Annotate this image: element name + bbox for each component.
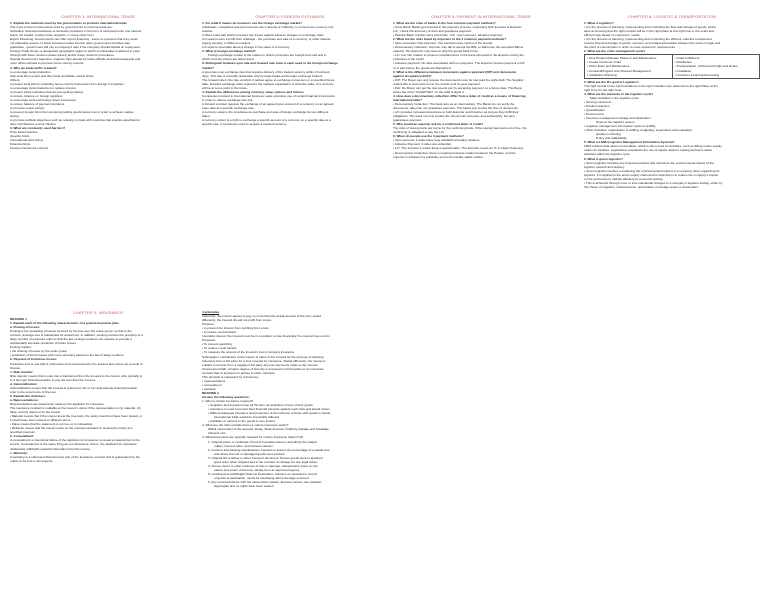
text-line: • representations — [202, 378, 226, 383]
text-line: to protect local jobs by shielding home country businesses from foreign competition — [10, 81, 124, 86]
column-body-bottom — [584, 80, 760, 189]
column-body — [393, 21, 569, 159]
column-title: CHAPTER 8: LOGISTIC & TRANSPORTATION — [628, 14, 716, 19]
text-line: a. Representations: — [10, 397, 39, 402]
text-line: international trade would be impossibly affected — [214, 415, 280, 420]
text-line: insurer. Concealment is the same thing as non-disclosure; that is, the applicant for insurance — [10, 442, 137, 447]
text-line: market? — [202, 65, 215, 70]
text-line: false, and (3) relied on by the insurer. — [10, 410, 62, 415]
text-line: Indemnity: the insurer agrees to pay no more than the actual amount of the loss; stated — [202, 314, 322, 319]
text-line: specific rate. It sometimes used to acquire a needed currency. — [202, 122, 287, 127]
text-line: • Insurance is used to protect their financial interests against such risks and actual losses — [208, 407, 330, 412]
text-line: to reduce reliance on foreign suppliers — [10, 93, 63, 98]
text-line: • Procurement — [584, 111, 604, 116]
text-line: a. Pooling of losses: — [10, 325, 41, 330]
text-line: This principle is supported by 3 doctrines: — [202, 374, 259, 379]
text-line: b. Payment of fortuitous losses: — [10, 357, 58, 362]
column-body-top — [584, 21, 760, 53]
text-line: It offers tools with which investors can insure against adverse changes in exchange rates — [202, 33, 324, 38]
column-body — [10, 317, 186, 463]
text-line: Subrogation: substitution of the insurer in place of the insured for the purpose of claiming — [202, 354, 324, 359]
text-line: Policy and adaptability — [596, 136, 627, 141]
text-line: • Contract/Program and Channel Management — [587, 68, 651, 73]
text-line: A currency option is a right to exchange a specific amount of a currency on a specific date at a — [202, 118, 331, 123]
text-line: reverse flow and storage of goods, services, and related information between the point of origin and — [584, 41, 721, 46]
text-line: It is used to earn a profit from arbitrage - the purchase and sale of a currency, or other interest — [202, 37, 331, 42]
text-line: 5. Why would an exporter ask for a confirmed letter of credit? — [393, 122, 484, 127]
text-line: • Serving customers — [584, 99, 612, 104]
text-line: • To measure the amount of the insured's loss in property insurance — [202, 350, 295, 355]
text-line: • False means that the statement is not true or is misleading. — [10, 422, 93, 427]
text-line: Inherent vice — [208, 431, 226, 436]
text-line: • Suppliers and importers lose all the time uncertainties of loss of their goods — [208, 403, 313, 408]
text-line: • Create Customer Order — [587, 60, 622, 65]
text-line: Quantity limits — [10, 134, 30, 139]
text-line: on the environment, without affecting its economic activity. — [584, 176, 664, 181]
column-title: CHAPTER 5: FOREIGN EXCHANGE — [255, 14, 325, 19]
text-line: 4. Explain the differences among currency swap, options and futures. — [202, 89, 305, 94]
text-line: 3. What documents are typically required for marine insurance claims? (8) — [202, 435, 304, 440]
column-chapter-8 — [584, 14, 760, 189]
text-line: b. Concealment: — [10, 434, 35, 439]
text-line: aims at ensuring that the right product will be in the right place at the right time in the exact and — [584, 29, 714, 34]
text-line: Others: — [10, 77, 21, 82]
column-chapter-3 — [10, 14, 186, 151]
text-line: entitled to recover from a negligent 3rd party any loss payments made to the insured. — [202, 362, 319, 367]
text-line: 3. Original bill of lading or other transport document: Proves goods were in apparent — [208, 455, 323, 460]
text-line: Foreign exchange market is the market in which currencies are bought and sold and in — [208, 53, 327, 58]
text-line: 4. How does a documentary collection differ from a letter of credit as a means of financing — [393, 93, 526, 98]
text-line: differently, the insured should not profit from a loss. — [202, 318, 272, 323]
text-line: • the sharing of losses by the entire group — [10, 349, 67, 354]
text-line: International price fixing — [10, 138, 43, 143]
text-line: Major activities in the logistics cycle: — [590, 95, 640, 100]
text-line: 2. Explain the doctrines: — [10, 393, 46, 398]
text-line: which currency prices are determined. — [202, 57, 255, 62]
text-line: 4 principles — [202, 310, 220, 314]
text-line: • L/C provides increased assurance to both Exporter and Importer as long as they fulfill their — [393, 110, 519, 115]
text-line: A warranty is a statement that becomes part of the insurance contract and is guaranteed by the — [10, 454, 141, 459]
column-title: CHAPTER 3: INTERNATIONAL TRADE — [61, 14, 135, 19]
column-insurance-continued — [202, 310, 378, 488]
text-line: maker to be true in all respects. — [10, 458, 54, 463]
text-line: • Product selection — [584, 103, 610, 108]
text-line: 1. What is logistics? — [584, 21, 614, 25]
text-line: legal rights and no rights have been waived — [214, 484, 274, 489]
text-line: indemnity from a 3rd party for a loss covered by insurance. Stated differently, the insurer is — [202, 358, 326, 363]
text-line: dates. — [202, 114, 211, 119]
text-line: not otherwise receive or loans at below-market interest rates; government provides loan — [10, 41, 131, 46]
text-line: in a stronger financial position to pay the loss than the insured. — [10, 377, 96, 382]
text-line: good order when shipped and is the contract of carriage for any legal action — [214, 459, 318, 464]
text-line: to encourage local and foreign direct investment — [10, 97, 76, 102]
text-line: • To reduce moral hazard — [202, 346, 237, 351]
text-line: • L/C: The Importer's credit rating is questionable. The Exporter needs an IC to obtain financing. — [393, 146, 524, 151]
text-line: through with lower customs duties (taxes) and/or fewer customs procedures. — [10, 53, 115, 58]
text-line: • to reduce moral hazard — [202, 330, 236, 335]
text-line: The insurance contract is voidable at the insurer's option if the representation is (1) material, (2) — [10, 406, 141, 411]
text-line: Pooling is the spreading of losses incurred by the few over the entire group, so that in the — [10, 329, 132, 334]
text-line: Importer is situated in a politically and economically stable market. — [393, 154, 484, 159]
text-line: The right Goods to the right Conditions to the right Condition are delivered to the right Place at the — [584, 83, 718, 88]
text-line: Purpose: — [202, 322, 215, 327]
text-line: A concealment is intentional failure of the applicant for insurance to reveal a material fact to the — [10, 438, 140, 443]
text-line: 2. What is foreign exchange market? — [202, 49, 256, 54]
text-line: • Documentary collection: Importer may fail to accept the B/E, or dishonour the accepted B/E at — [393, 45, 524, 50]
text-line: days. This rate is normally obtainable only by large banks and foreign exchange brokers. — [202, 73, 324, 78]
text-line: Insurable interest: the insured must be in a position to lose financially if a covered loss occurs. — [202, 334, 331, 339]
text-line: • Transportation, Outbound Freight and Duties — [674, 64, 738, 69]
text-line: will be at some point in the future. — [202, 85, 249, 90]
text-line: READING 1 — [10, 317, 27, 321]
text-line: chance. — [10, 365, 21, 370]
text-line: guarantee - government will pay a company's loan if the company should default on repayment. — [10, 45, 141, 50]
text-line: d. Indemnification: — [10, 381, 38, 386]
text-line: documents, take risk, nor guarantee payment. The banks just control the flow of documents. — [393, 105, 519, 110]
text-line: • Documentary Collection: The bank acts as an intermediary. The Banks do not verify the — [393, 101, 515, 106]
text-line: 6. What is green logistics? — [584, 156, 624, 161]
column-title: CHAPTER 9: INSURANCE — [72, 310, 124, 315]
text-line: 2. What are the risks faced by exporters in the 4 common payment methods? — [393, 37, 507, 42]
order-cycle-right — [672, 55, 760, 77]
text-line: right Time for the right Cost. — [584, 87, 623, 92]
order-cycle-left — [585, 55, 672, 77]
text-line: process, average loss is substituted for actual loss. In addition, pooling involves the grouping of a — [10, 333, 143, 338]
text-line: open offices abroad to promote home country exports. — [10, 61, 85, 66]
text-line: another. — [202, 29, 214, 34]
text-line: writes the word "ACCEPTED" on the draft & signs it. — [393, 89, 465, 94]
text-line: large number of exposure units so that the law of large numbers can operate to provide a — [10, 337, 132, 342]
text-line: 5. What is LMIS (Logistics Management Information System)? — [584, 140, 675, 145]
text-line: • Installation Planning — [587, 72, 617, 77]
text-line: • It is the process of planning, implementing and controlling the flow and storage of goods, which — [584, 25, 716, 30]
text-line: • L/C: low risk. Failure to present compliant docs to the bank will result in the Exporter losing the — [393, 53, 524, 58]
text-line: the point of consumption in order to meet customers' requirements — [584, 45, 675, 50]
text-line: • Green logistics involves considering the environmental footprint of a company when organizing its — [584, 168, 720, 173]
text-line: Quality monitoring — [596, 132, 621, 137]
text-line: Purposes: — [202, 338, 216, 343]
text-line: maturity. The Exporter may have to ship the goods back home. — [393, 49, 479, 54]
text-line: to protect infant industries that are just getting started — [10, 89, 83, 94]
text-line: • Reliance means that the insurer relies on the misrepresentation in issuing the policy at a — [10, 426, 133, 431]
text-line: in order to reduce exchange rate risk. — [202, 97, 254, 102]
text-line: efficient way based on customers' needs. — [584, 33, 641, 38]
text-line: Foreign investment controls — [10, 146, 49, 151]
text-line: to promote political objectives such as refusing to trade with countries that practice apartheid or — [10, 118, 141, 123]
text-line: to encourage local production — [10, 69, 51, 74]
text-line: substantially accurate prediction of future losses. — [10, 341, 77, 346]
text-line: Financial limits — [10, 142, 31, 147]
text-line: • Order Fulfillment — [674, 56, 700, 61]
order-cycle-box — [584, 54, 760, 78]
text-line: • Installation — [674, 68, 692, 73]
text-line: • Green logistics includes any business practice that minimizes the environmental impact of the — [584, 160, 714, 165]
text-line: LMIS collects data about commodities, which is often used for activities, such as filling routine supply — [584, 144, 722, 149]
text-line: • Liabilities of carriers to the goods is very limited — [208, 419, 275, 424]
text-line: 1. For what it means do investors use the foreign exchange market? — [202, 21, 303, 25]
text-line: • Issue Bank: Banks get involved in the payment process, supporting both Importer & Exporter — [393, 25, 522, 30]
text-line: logistics. It is applied to the entire supply chain and its objective is to reduce the company's impact — [584, 172, 719, 177]
text-line: • prediction of future losses with some accuracy based on the law of large numbers — [10, 353, 124, 358]
text-line: specified premium. — [10, 430, 36, 435]
text-line: 3. Distinguish between spot rate and forward rate. How is each used in the foreign exchange — [202, 61, 338, 66]
column-body — [202, 21, 378, 126]
text-line: • Distribution — [674, 60, 692, 65]
text-line: of goods at destination, useful for identifying where damage occurred — [214, 475, 309, 480]
text-line: 1. What are the roles of banks in the four common payment methods? — [393, 21, 496, 25]
text-line: • To prevent gambling — [202, 342, 232, 347]
text-line: Utmost good faith: a higher degree of honesty is imposed on both parties to an insurance — [202, 366, 324, 371]
text-line: to encourage local production to replace imports — [10, 85, 77, 90]
text-line: • warranty — [202, 386, 216, 391]
text-line: • to prevent the insured from profiting from a loss — [202, 326, 269, 331]
text-line: deliberately withholds material information from the insurer. — [10, 446, 91, 451]
text-line: it would have been issued on different terms. — [10, 418, 72, 423]
text-line: activities within the logistics cycle. — [584, 152, 631, 157]
text-line: to promote export activity — [10, 105, 45, 110]
text-line: Individuals, companies and governments use it directly or indirectly, to convert one currency into — [202, 25, 334, 30]
column-chapter-9-payment — [393, 14, 569, 159]
text-line: Pooling implies: — [10, 345, 32, 350]
text-line: It is used to speculate about a change in the value of a currency — [202, 45, 290, 50]
text-line: • It is the process of planning, implementing and controlling the efficient, effective forward and — [584, 37, 712, 42]
text-line: against acceptance (D/A)? — [393, 73, 432, 78]
text-line: • Open account: 2 sides have long established trading relations. — [393, 138, 481, 143]
text-line: 2. Invoices and packing specifications: Needed to assess the percentage of a partial loss — [208, 447, 330, 452]
text-line: • Inventory management storage and distribution — [584, 116, 651, 121]
text-line: • Without adequate insurance and protection of the interests of those with goods in transit, — [208, 411, 332, 416]
text-line: protection of the credit. — [393, 57, 425, 62]
column-chapter-5 — [202, 14, 378, 126]
text-line: The forward rate is the rate at which 2 parties agree to exchange currencies on a specified future — [202, 77, 335, 82]
text-line: 3. What is the difference between documents against payment (D/P) and documents — [393, 69, 517, 74]
text-line: 4. Survey report or other evidence of loss or damage: Independent report on the — [208, 463, 318, 468]
text-line: • Material means that if the insurer knew the true facts, the policy would not have been issued, or — [10, 414, 143, 419]
text-line: Export Financing: Governments can offer export financing - loans to exporters that they could — [10, 37, 138, 42]
text-line: and where the lost or damaged goods were packed — [214, 451, 285, 456]
text-line: Price based barriers — [10, 130, 38, 135]
text-line: to prevent foreign firms from dumping (selling goods below cost in order to achieve market — [10, 110, 134, 115]
text-line: loans, tax breaks, product price supports, or some other form. — [10, 33, 95, 38]
text-line: The most common instruments used by governments to promote trade are: — [10, 25, 113, 30]
text-line: A spot rate is an exchange rate that requires delivery of the traded currency within 2 business — [202, 69, 330, 74]
text-line: 6. Any correspondence with the carrier/other parties: Ensures carriers can maintain — [208, 479, 322, 484]
column-title: CHAPTER 9: PAYMENT IN INTERNATIONAL TRADE — [431, 14, 531, 19]
text-line: 2. What are the risks excluded from a marine insurance policy? — [202, 423, 289, 428]
text-line: 3. What are the R's goal in Logistics? — [584, 79, 639, 84]
text-line: • D/P: The Buyer can only receive the documents once he has paid the sight draft. The Supplier — [393, 77, 524, 82]
text-line: • Quantification — [584, 107, 605, 112]
text-line: • Customer Invoicing/Accounting — [674, 72, 720, 77]
text-line: or in part before the goods are dispatched. — [393, 65, 452, 70]
text-line: • concealment — [202, 382, 222, 387]
text-line: A forward contract requires the exchange of an agreed upon amount of a currency on an agreed — [202, 101, 334, 106]
text-line: Special Government Agencies: organize trips abroad for trade officials and businesspeople and — [10, 57, 141, 62]
text-line: paying security, in different markets — [202, 41, 251, 46]
text-line: 3. What are commonly used barriers? — [10, 126, 66, 131]
text-line: • D/A: the Buyer can get the documents just by accepting payment on a future date. The Buyer — [393, 85, 523, 90]
text-line: Indemnification means that the insured is restored to his or her approximate financial position — [10, 385, 138, 390]
text-line: orders for facilities. Logisticians emphasize the use of logistic data for making decisions about — [584, 148, 713, 153]
text-line: • Passive Bank: transfer docs and funds - DC : open account, advance payment — [393, 33, 503, 38]
text-line: 1. Explain each of the following characteristics of a typical insurance plan. — [10, 321, 120, 326]
text-line: the choice of suppliers, infrastructures, optimization of storage space or automation. — [584, 184, 699, 189]
text-line: Representations are statements made by the applicant for insurance. — [10, 401, 105, 406]
text-line: • Documentary Collection: there is ongoing business relation between the Parties, and the — [393, 150, 516, 155]
text-line: contract than is imposed on parties to other contracts. — [202, 370, 276, 375]
text-line: 1. Explain the methods used by the governments to promote international trade — [10, 21, 127, 25]
text-line: Subsidies: financial assistance to domestic producers in the form of cash payments, low interest — [10, 29, 142, 34]
text-line: A currency swap is the simultaneous purchase and sale of foreign exchange for two different — [202, 110, 329, 115]
text-line: • Advance payment: No risks associated with non payment. The Exporter receive payment in full — [393, 61, 525, 66]
text-line: The risks of issuing bank are borne by the confirming bank. If the issuing bank gets out of line, the — [393, 126, 527, 131]
text-line: retains title to and control over the Goods until he gets payment. — [393, 81, 481, 86]
text-line: prior to the occurrence of the loss. — [10, 389, 57, 394]
text-line: • New Product Release Phase In and Maintenance — [587, 56, 657, 61]
text-line: • Open accounts: Non-payment. The exporters lose control of the Goods. — [393, 41, 493, 46]
text-line: • Other activities: organization & staffing, budgeting, supervision and evaluation — [584, 128, 693, 133]
column-body — [202, 310, 378, 488]
column-chapter-9-insurance — [10, 310, 186, 463]
text-line: • Order Entry and Maintenance — [587, 64, 630, 69]
text-line: obligations. The bank not only verifies the documents' accuracy and authenticity, but also — [393, 114, 515, 119]
column-body — [10, 21, 186, 151]
text-line: 2. Why we trade tariffs created? — [10, 65, 57, 70]
text-line: nature and extent of the loss, ideally from an approved agency — [214, 467, 300, 472]
text-line: • Logistics management information systems (LMIS) — [584, 124, 656, 129]
text-line: upon date at a specific exchange rate. — [202, 105, 255, 110]
text-line: Risk transfer means that a pure risk is transferred from the insured to the insurer, who typically is — [10, 373, 143, 378]
text-line: 5. Landing Account/Weight Notes at Destination: Carrier's or stevedore's record — [208, 471, 317, 476]
text-line: c. Risk transfer: — [10, 369, 34, 374]
text-line: Answer the following questions: — [202, 394, 250, 399]
text-line: Foreign Trade Zones: a designated geographic region in which merchandise is allowed to pass — [10, 49, 140, 54]
text-line: deny civil liberties to their citizens — [10, 122, 56, 127]
text-line: READING 2 — [202, 390, 219, 395]
text-line: to reduce balance of payment problems — [10, 101, 65, 106]
text-line: c. Warranty: — [10, 450, 28, 455]
text-line: 2. What are the order management cycle? — [584, 49, 646, 54]
text-line: 1. Original policy or certificate: Proof of insurable interest, describing the subject — [208, 439, 318, 444]
text-line: date. Forward exchange rates represent the markets expectation of what the value of a currency — [202, 81, 334, 86]
text-line: Companies involved in international business make extensive use of certain financial instruments — [202, 93, 335, 98]
text-line: Fortuitous loss is one that is unforeseen and unexpected by the insured and occurs as a result of — [10, 361, 143, 366]
text-line: • This is achieved through more or less substantial changes in a company's logistics activity, either by — [584, 180, 723, 185]
text-line: logistics network and delivery. — [584, 164, 625, 169]
text-line: 1. Why is marine insurance required? — [202, 399, 254, 404]
text-line: guarantees payment. — [393, 118, 423, 123]
text-line: matter, insured value, and relevant clauses — [214, 443, 273, 448]
text-line: international trade? — [393, 97, 422, 102]
text-line: Heart of the logistics system — [596, 120, 635, 125]
text-line: • Advance Payment: 2 sides are unfamiliar. — [393, 142, 452, 147]
text-line: help local firms export and thus build worldwide market share — [10, 73, 94, 78]
text-line: 4. What are the elements in the logistics cycle? — [584, 91, 654, 96]
text-line: share) — [10, 114, 19, 119]
text-line: L/C : check the accuracy of docs and guarantee payment — [393, 29, 472, 34]
text-line: Willful misconduct of the assured, Delay, Wear and tear, Ordinary leakage and breakage, — [208, 427, 330, 432]
text-line: 6. When do people use the 4 payment methods? — [393, 134, 464, 139]
text-line: confirming is obligated to pay the L/C. — [393, 130, 445, 135]
